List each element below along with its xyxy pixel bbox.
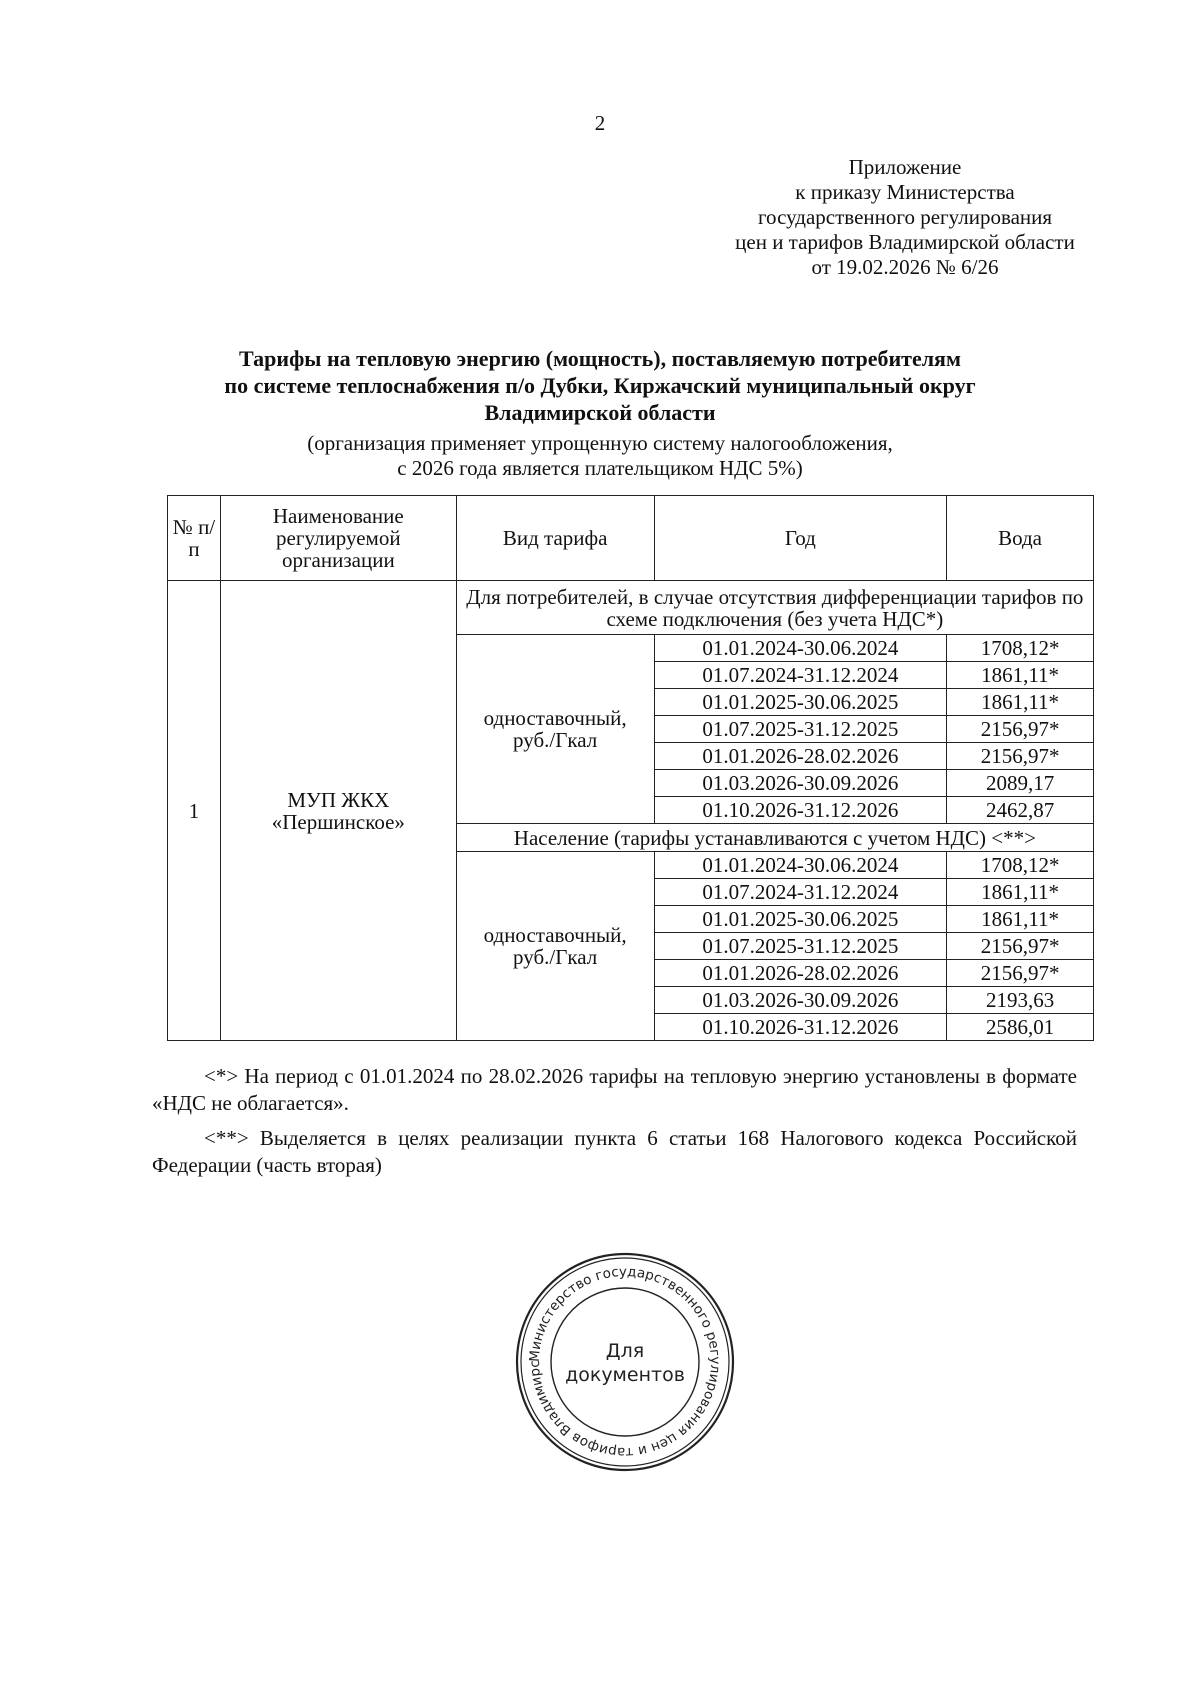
tariff-type: одноставочный, руб./Гкал — [456, 852, 654, 1041]
footnote: <*> На период с 01.01.2024 по 28.02.2026 тарифы на тепловую энергию установлены в формате «НДС не облагается». — [152, 1064, 1077, 1115]
period-cell: 01.01.2025-30.06.2025 — [654, 906, 947, 933]
header-number: № п/п — [168, 496, 221, 581]
period-cell: 01.01.2026-28.02.2026 — [654, 960, 947, 987]
stamp-inner-ring — [551, 1288, 699, 1436]
tariff-table — [167, 495, 1094, 1041]
subtitle-line: (организация применяет упрощенную систему налогообложения, — [307, 431, 893, 455]
value-cell: 1861,11* — [947, 662, 1094, 689]
footnotes — [152, 1063, 1077, 1187]
page-number: 2 — [594, 111, 606, 135]
tariff-type: одноставочный, руб./Гкал — [456, 635, 654, 824]
ministry-stamp — [513, 1250, 737, 1474]
document-subtitle — [140, 431, 1060, 481]
period-cell: 01.01.2024-30.06.2024 — [654, 852, 947, 879]
value-cell: 2462,87 — [947, 797, 1094, 824]
stamp-ring-textpath: Министерство государственного регулирования цен и тарифов Владимирс — [526, 1263, 724, 1461]
stamp-center-line-2: документов — [565, 1364, 685, 1386]
appendix-line: государственного регулирования — [757, 205, 1053, 229]
value-cell: 2156,97* — [947, 743, 1094, 770]
appendix-line: от 19.02.2026 № 6/26 — [811, 255, 999, 279]
period-cell: 01.01.2026-28.02.2026 — [654, 743, 947, 770]
period-cell: 01.10.2026-31.12.2026 — [654, 797, 947, 824]
header-organization: Наименование регулируемой организации — [220, 496, 456, 581]
stamp-graphic — [513, 1250, 737, 1474]
period-cell: 01.01.2024-30.06.2024 — [654, 635, 947, 662]
stamp-outer-ring — [517, 1254, 733, 1470]
period-cell: 01.07.2025-31.12.2025 — [654, 933, 947, 960]
appendix-line: к приказу Министерства — [795, 180, 1015, 204]
value-cell: 2156,97* — [947, 933, 1094, 960]
value-cell: 1708,12* — [947, 635, 1094, 662]
period-cell: 01.03.2026-30.09.2026 — [654, 770, 947, 797]
value-cell: 2156,97* — [947, 716, 1094, 743]
period-cell: 01.01.2025-30.06.2025 — [654, 689, 947, 716]
section-row — [168, 581, 1094, 635]
value-cell: 1861,11* — [947, 879, 1094, 906]
header-year: Год — [654, 496, 947, 581]
header-water: Вода — [947, 496, 1094, 581]
value-cell: 1708,12* — [947, 852, 1094, 879]
value-cell: 2586,01 — [947, 1014, 1094, 1041]
value-cell: 2156,97* — [947, 960, 1094, 987]
footnote: <**> Выделяется в целях реализации пункта 6 статьи 168 Налогового кодекса Российской Федерации (часть вторая) — [152, 1126, 1077, 1177]
appendix-line: цен и тарифов Владимирской области — [735, 230, 1075, 254]
row-number: 1 — [168, 581, 221, 1041]
section-title: Население (тарифы устанавливаются с учетом НДС) <**> — [456, 824, 1093, 852]
period-cell: 01.03.2026-30.09.2026 — [654, 987, 947, 1014]
subtitle-line: с 2026 года является плательщиком НДС 5%) — [397, 456, 803, 480]
organization-name: МУП ЖКХ «Першинское» — [220, 581, 456, 1041]
period-cell: 01.07.2025-31.12.2025 — [654, 716, 947, 743]
document-title — [140, 345, 1060, 426]
value-cell: 1861,11* — [947, 689, 1094, 716]
period-cell: 01.10.2026-31.12.2026 — [654, 1014, 947, 1041]
table-header-row — [168, 496, 1094, 581]
section-title: Для потребителей, в случае отсутствия дифференциации тарифов по схеме подключения (без учета НДС*) — [456, 581, 1093, 635]
stamp-outer-ring-inner — [521, 1258, 729, 1466]
header-tariff-type: Вид тарифа — [456, 496, 654, 581]
stamp-center-line-1: Для — [605, 1340, 645, 1362]
value-cell: 1861,11* — [947, 906, 1094, 933]
value-cell: 2089,17 — [947, 770, 1094, 797]
title-line: по системе теплоснабжения п/о Дубки, Киржачский муниципальный округ — [224, 373, 976, 398]
value-cell: 2193,63 — [947, 987, 1094, 1014]
appendix-header — [705, 155, 1105, 280]
period-cell: 01.07.2024-31.12.2024 — [654, 879, 947, 906]
title-line: Тарифы на тепловую энергию (мощность), поставляемую потребителям — [239, 346, 961, 371]
title-line: Владимирской области — [484, 400, 716, 425]
appendix-line: Приложение — [848, 155, 962, 179]
period-cell: 01.07.2024-31.12.2024 — [654, 662, 947, 689]
